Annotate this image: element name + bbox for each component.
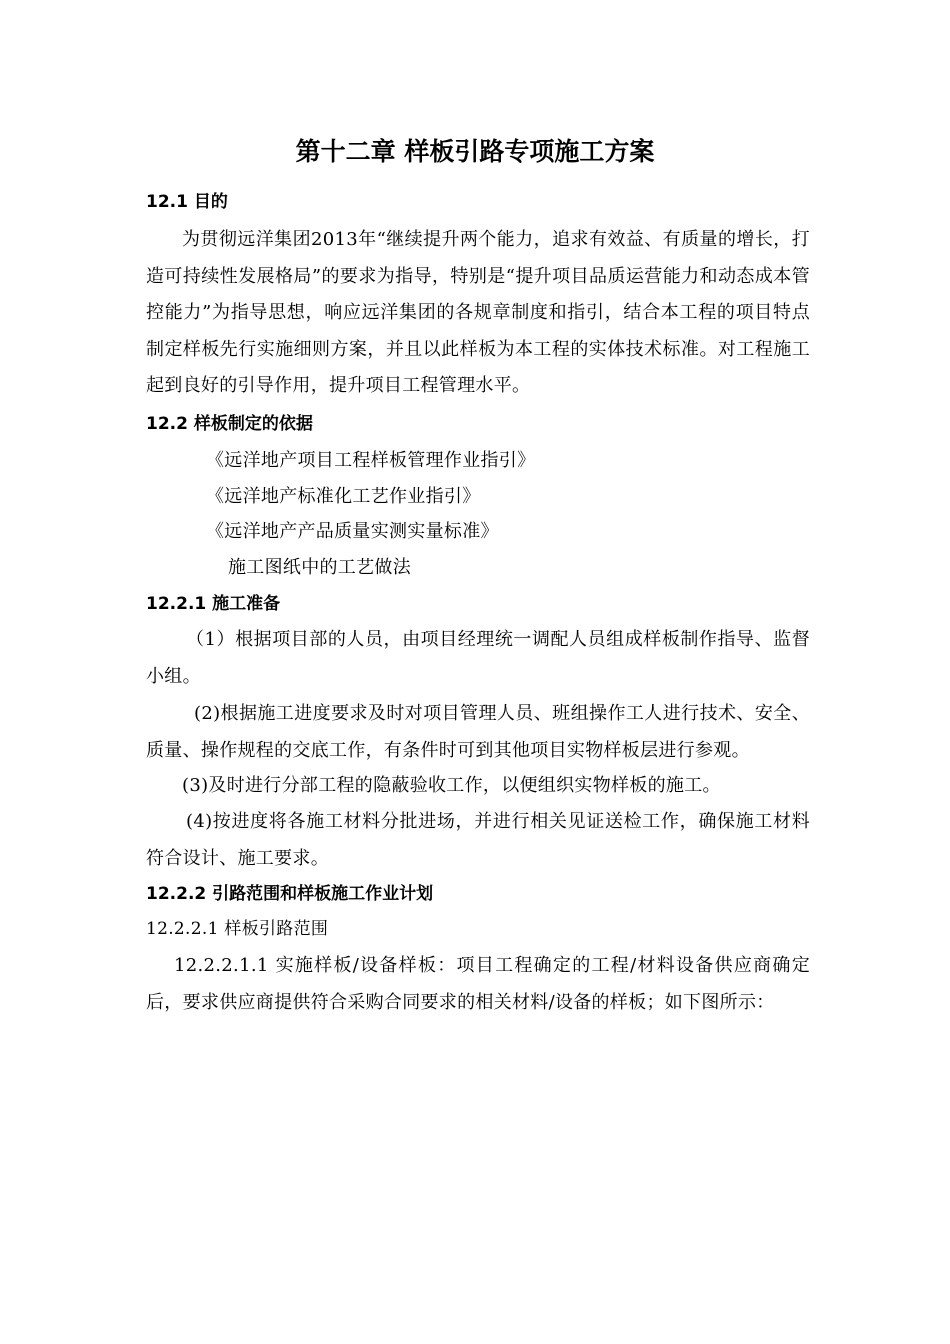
- basis-item: 《远洋地产产品质量实测实量标准》: [206, 521, 499, 542]
- preparation-item-3: (3)及时进行分部工程的隐蔽验收工作，以便组织实物样板的施工。: [182, 775, 721, 796]
- basis-item: 《远洋地产项目工程样板管理作业指引》: [206, 450, 536, 471]
- section-heading-12-2: 12.2 样板制定的依据: [146, 414, 313, 434]
- section-heading-12-2-1: 12.2.1 施工准备: [146, 594, 281, 614]
- scope-paragraph: 12.2.2.1.1 实施样板/设备样板：项目工程确定的工程/材料设备供应商确定后，要求供应商提供符合采购合同要求的相关材料/设备的样板；如下图所示：: [146, 955, 810, 1013]
- section-heading-12-1: 12.1 目的: [146, 192, 228, 212]
- basis-item: 《远洋地产标准化工艺作业指引》: [206, 486, 481, 507]
- preparation-item-2: (2)根据施工进度要求及时对项目管理人员、班组操作工人进行技术、安全、质量、操作规程的交底工作，有条件时可到其他项目实物样板层进行参观。: [146, 703, 810, 761]
- basis-item: 施工图纸中的工艺做法: [228, 557, 411, 578]
- preparation-item-1: （1）根据项目部的人员，由项目经理统一调配人员组成样板制作指导、监督小组。: [146, 629, 810, 687]
- chapter-title: 第十二章 样板引路专项施工方案: [295, 137, 655, 166]
- section-heading-12-2-2: 12.2.2 引路范围和样板施工作业计划: [146, 884, 434, 904]
- sub-heading-12-2-2-1: 12.2.2.1 样板引路范围: [146, 919, 329, 939]
- purpose-paragraph: 为贯彻远洋集团2013年“继续提升两个能力，追求有效益、有质量的增长，打造可持续性发展格局”的要求为指导，特别是“提升项目品质运营能力和动态成本管控能力”为指导思想，响应远洋集团的各规章制度和指引，结合本工程的项目特点制定样板先行实施细则方案，并且以此样板为本工程的实体技术标准。对工程施工起到良好的引导作用，提升项目工程管理水平。: [146, 229, 810, 396]
- preparation-item-4: (4)按进度将各施工材料分批进场，并进行相关见证送检工作，确保施工材料符合设计、施工要求。: [146, 811, 810, 869]
